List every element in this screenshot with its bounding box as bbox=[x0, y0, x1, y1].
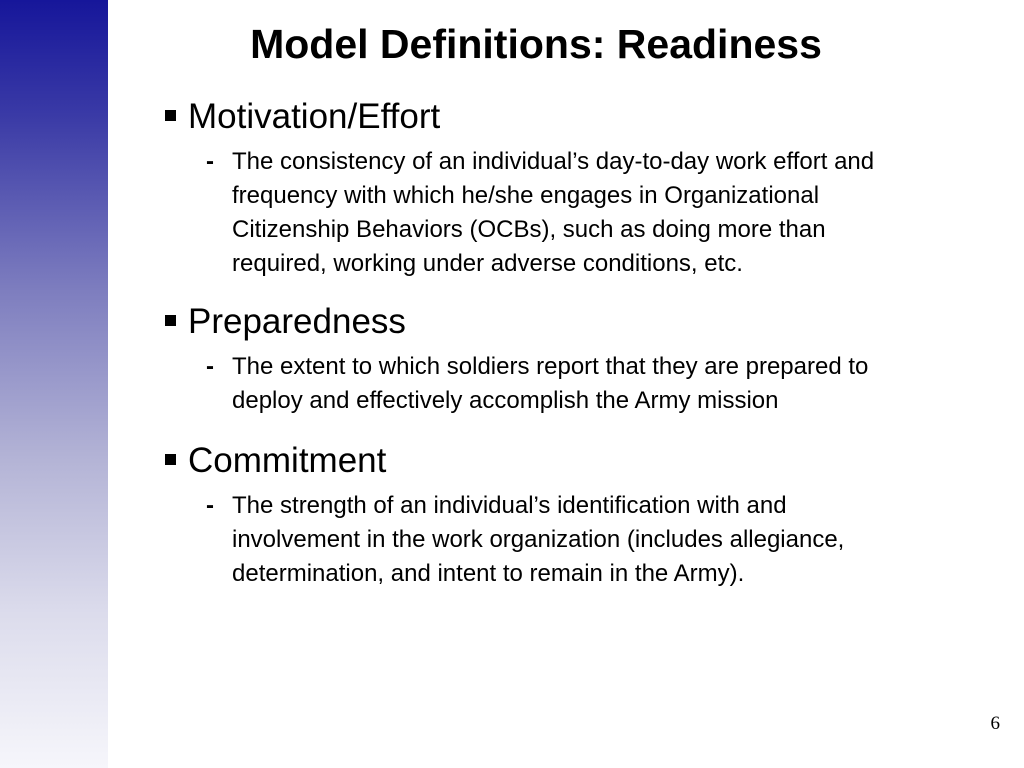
page-number: 6 bbox=[990, 713, 1000, 734]
square-bullet-icon bbox=[165, 110, 176, 121]
bullet-preparedness bbox=[158, 299, 918, 345]
bullet-commitment bbox=[158, 438, 918, 484]
bullet-heading: Commitment bbox=[188, 441, 387, 480]
sub-bullet-text: The strength of an individual’s identification with and involvement in the work organization (includes allegiance, determination, and intent to remain in the Army). bbox=[232, 492, 845, 587]
square-bullet-icon bbox=[165, 315, 176, 326]
square-bullet-icon bbox=[165, 454, 176, 465]
bullet-motivation-effort bbox=[158, 94, 918, 140]
slide-title: Model Definitions: Readiness bbox=[250, 21, 822, 67]
sub-bullet-text: The extent to which soldiers report that they are prepared to deploy and effectively accomplish the Army mission bbox=[232, 353, 869, 414]
slide-content bbox=[158, 94, 918, 591]
sub-bullet-text: The consistency of an individual’s day-to-day work effort and frequency with which he/she engages in Organizational Citizenship Behaviors (OCBs), such as doing more than required, working under adverse conditions, etc. bbox=[232, 148, 875, 277]
bullet-heading: Preparedness bbox=[188, 302, 406, 341]
sub-bullet-preparedness bbox=[158, 350, 918, 418]
sub-bullet-motivation-effort bbox=[158, 145, 918, 281]
bullet-heading: Motivation/Effort bbox=[188, 97, 441, 136]
sub-bullet-commitment bbox=[158, 489, 918, 591]
dash-marker: - bbox=[206, 492, 214, 519]
dash-marker: - bbox=[206, 148, 214, 175]
dash-marker: - bbox=[206, 353, 214, 380]
gradient-side-bar bbox=[0, 0, 108, 768]
